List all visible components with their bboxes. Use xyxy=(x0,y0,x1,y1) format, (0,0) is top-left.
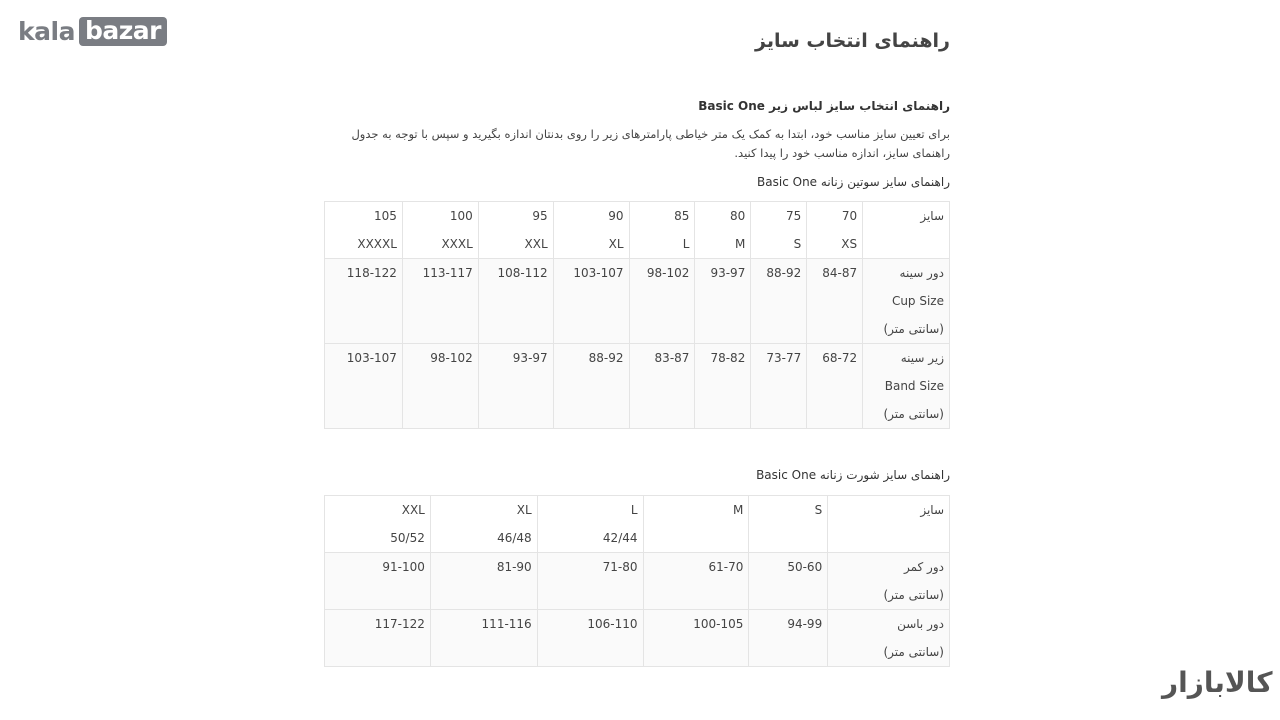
header-size-cell xyxy=(325,496,431,553)
kalabazar-logo[interactable] xyxy=(18,16,167,47)
header-size-size: XXL xyxy=(524,237,548,251)
measurement-cell xyxy=(478,259,553,344)
header-size-cell xyxy=(430,496,537,553)
header-size-num: 105 xyxy=(374,209,397,223)
row-label-line: زیر سینه xyxy=(900,351,944,365)
measurement-value: 103-107 xyxy=(573,266,624,280)
measurement-cell xyxy=(537,553,643,610)
header-label: سایز xyxy=(920,209,944,223)
measurement-cell xyxy=(478,344,553,429)
header-size-cell xyxy=(751,202,807,259)
measurement-cell xyxy=(325,610,431,667)
measurement-value: 68-72 xyxy=(822,351,858,365)
table-row xyxy=(325,610,950,667)
logo-bazar-badge: bazar xyxy=(79,17,167,46)
bra-size-table xyxy=(324,201,950,429)
measurement-value: 106-110 xyxy=(587,617,638,631)
header-size-size: M xyxy=(734,237,746,251)
measurement-cell xyxy=(537,610,643,667)
kalabazar-persian-watermark: کالابازار xyxy=(1162,666,1273,699)
row-label-line: دور کمر xyxy=(903,560,944,574)
measurement-value: 50-60 xyxy=(787,560,823,574)
header-size-size: XL xyxy=(516,503,532,517)
row-label-cell xyxy=(863,259,950,344)
measurement-value: 88-92 xyxy=(588,351,624,365)
header-size-size: XL xyxy=(608,237,624,251)
measurement-cell xyxy=(430,553,537,610)
header-size-cell xyxy=(749,496,828,553)
header-row xyxy=(325,496,950,553)
measurement-cell xyxy=(325,344,403,429)
measurement-value: 111-116 xyxy=(481,617,532,631)
measurement-cell xyxy=(629,344,695,429)
measurement-value: 98-102 xyxy=(646,266,690,280)
row-label-line: Cup Size xyxy=(891,294,944,308)
header-size-cell xyxy=(537,496,643,553)
header-size-num: 85 xyxy=(674,209,690,223)
row-label-line: (سانتی متر) xyxy=(883,322,944,336)
row-label-line: Band Size xyxy=(884,379,944,393)
header-size-cell xyxy=(695,202,751,259)
measurement-cell xyxy=(751,344,807,429)
header-size-size: XXXL xyxy=(441,237,473,251)
measurement-cell xyxy=(749,553,828,610)
measurement-value: 61-70 xyxy=(708,560,744,574)
header-size-cell xyxy=(478,202,553,259)
measurement-cell xyxy=(402,344,478,429)
measurement-cell xyxy=(695,259,751,344)
measurement-cell xyxy=(629,259,695,344)
measurement-value: 81-90 xyxy=(496,560,532,574)
section-subtitle: راهنمای انتخاب سایز لباس زیر Basic One xyxy=(698,99,950,113)
header-size-num: 70 xyxy=(841,209,858,223)
header-size-size: M xyxy=(732,503,744,517)
measurement-cell xyxy=(430,610,537,667)
measurement-value: 71-80 xyxy=(602,560,638,574)
measurement-value: 113-117 xyxy=(422,266,473,280)
measurement-value: 93-97 xyxy=(710,266,746,280)
measurement-value: 88-92 xyxy=(766,266,802,280)
table-row xyxy=(325,344,950,429)
header-size-num xyxy=(754,524,822,552)
header-size-cell xyxy=(643,496,749,553)
measurement-cell xyxy=(553,344,629,429)
measurement-cell xyxy=(325,553,431,610)
header-size-num: 46/48 xyxy=(497,531,532,545)
header-size-cell xyxy=(325,202,403,259)
measurement-value: 108-112 xyxy=(497,266,548,280)
measurement-value: 94-99 xyxy=(787,617,823,631)
header-size-size: XXXXL xyxy=(357,237,397,251)
page-title: راهنمای انتخاب سایز xyxy=(755,30,950,52)
measurement-value: 73-77 xyxy=(766,351,802,365)
header-size-cell xyxy=(402,202,478,259)
header-size-num xyxy=(649,524,744,552)
measurement-cell xyxy=(749,610,828,667)
header-size-num: 80 xyxy=(730,209,746,223)
measurement-value: 93-97 xyxy=(512,351,548,365)
row-label-line: دور باسن xyxy=(897,617,944,631)
header-size-size: XXL xyxy=(401,503,425,517)
measurement-value: 100-105 xyxy=(693,617,744,631)
measurement-value: 84-87 xyxy=(822,266,858,280)
shorts-table-title: راهنمای سایز شورت زنانه Basic One xyxy=(756,468,950,482)
header-label-cell xyxy=(828,496,950,553)
table-row xyxy=(325,553,950,610)
measurement-cell xyxy=(643,553,749,610)
measurement-cell xyxy=(751,259,807,344)
measurement-value: 103-107 xyxy=(346,351,397,365)
header-label: سایز xyxy=(920,503,944,517)
header-size-num: 90 xyxy=(608,209,624,223)
bra-table-title: راهنمای سایز سوتین زنانه Basic One xyxy=(757,175,950,189)
row-label-line: (سانتی متر) xyxy=(883,588,944,602)
measurement-cell xyxy=(553,259,629,344)
logo-kala-text: kala xyxy=(18,17,75,46)
header-size-num: 95 xyxy=(532,209,548,223)
measurement-value: 83-87 xyxy=(654,351,690,365)
header-size-num: 42/44 xyxy=(602,531,638,545)
header-size-size: S xyxy=(814,503,823,517)
header-size-cell xyxy=(629,202,695,259)
row-label-cell xyxy=(828,553,950,610)
header-size-size: XS xyxy=(841,237,858,251)
intro-paragraph: برای تعیین سایز مناسب خود، ابتدا به کمک یک متر خیاطی پارامترهای زیر را روی بدنتان اندازه بگیرید و سپس با توجه به جدول راهنمای سایز، اندازه مناسب خود را پیدا کنید. xyxy=(351,127,950,160)
header-size-num: 75 xyxy=(785,209,802,223)
header-size-size: S xyxy=(793,237,802,251)
header-size-size: L xyxy=(682,237,690,251)
shorts-size-table xyxy=(324,495,950,667)
row-label-line: دور سینه xyxy=(899,266,944,280)
header-row xyxy=(325,202,950,259)
header-size-cell xyxy=(553,202,629,259)
header-size-num: 50/52 xyxy=(390,531,425,545)
measurement-value: 78-82 xyxy=(710,351,746,365)
measurement-cell xyxy=(807,344,863,429)
measurement-cell xyxy=(325,259,403,344)
measurement-value: 91-100 xyxy=(382,560,425,574)
measurement-cell xyxy=(402,259,478,344)
measurement-value: 118-122 xyxy=(346,266,397,280)
row-label-line: (سانتی متر) xyxy=(883,645,944,659)
header-size-num: 100 xyxy=(449,209,473,223)
header-size-cell xyxy=(807,202,863,259)
table-row xyxy=(325,259,950,344)
measurement-value: 98-102 xyxy=(430,351,473,365)
header-label-cell xyxy=(863,202,950,259)
measurement-cell xyxy=(695,344,751,429)
measurement-value: 117-122 xyxy=(374,617,425,631)
measurement-cell xyxy=(643,610,749,667)
row-label-cell xyxy=(863,344,950,429)
row-label-cell xyxy=(828,610,950,667)
header-size-size: L xyxy=(630,503,638,517)
measurement-cell xyxy=(807,259,863,344)
row-label-line: (سانتی متر) xyxy=(883,407,944,421)
